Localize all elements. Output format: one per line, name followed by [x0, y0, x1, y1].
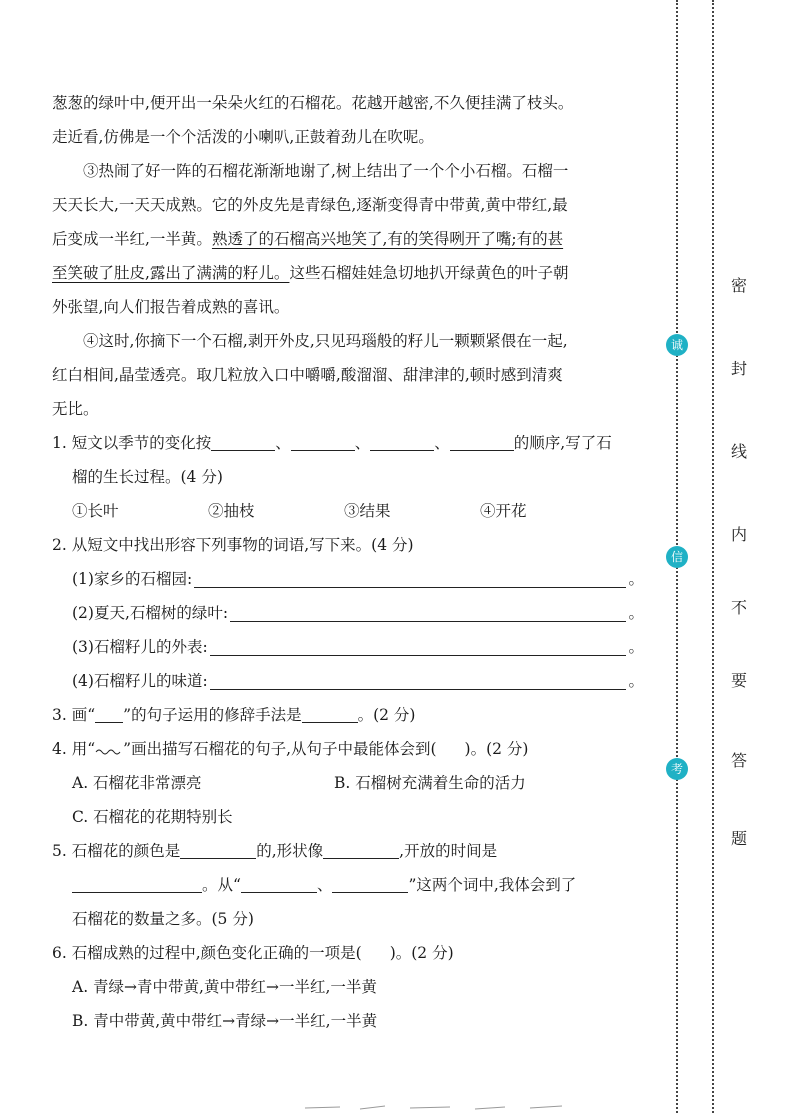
exam-content	[52, 86, 644, 1038]
passage-line: 红白相间,晶莹透亮。取几粒放入口中嚼嚼,酸溜溜、甜津津的,顿时感到清爽	[52, 366, 563, 384]
passage-line	[52, 222, 644, 256]
dotted-line	[712, 0, 714, 1113]
option-b: B. 青中带黄,黄中带红→青绿→一半红,一半黄	[72, 1012, 378, 1030]
item-label: (1)家乡的石榴园:	[72, 570, 193, 588]
separator: 、	[316, 876, 333, 894]
end-mark: 。	[628, 570, 644, 588]
seal-char: 封	[730, 359, 747, 378]
binding-margin	[660, 0, 800, 1113]
answer-blank[interactable]	[72, 878, 202, 893]
option: ①长叶	[72, 502, 119, 520]
passage-line: 外张望,向人们报告着成熟的喜讯。	[52, 298, 290, 316]
question-5	[52, 834, 644, 868]
question-text: ,开放的时间是	[399, 842, 498, 860]
answer-blank[interactable]	[180, 844, 256, 859]
passage-line: 走近看,仿佛是一个个活泼的小喇叭,正鼓着劲儿在吹呢。	[52, 128, 434, 146]
seal-char: 不	[730, 598, 747, 617]
q2-item	[52, 596, 644, 630]
answer-blank[interactable]	[323, 844, 399, 859]
separator: 、	[275, 434, 291, 452]
question-text: 的顺序,写了石	[513, 434, 612, 452]
passage-line: ④这时,你摘下一个石榴,剥开外皮,只见玛瑙般的籽儿一颗颗紧偎在一起,	[83, 332, 568, 350]
answer-blank[interactable]	[370, 436, 434, 451]
straight-underline-sample	[95, 708, 123, 723]
end-mark: 。	[628, 638, 644, 656]
q2-item	[52, 630, 644, 664]
option-a: A. 青绿→青中带黄,黄中带红→一半红,一半黄	[72, 978, 377, 996]
passage-line: 天天长大,一天天成熟。它的外皮先是青绿色,逐渐变得青中带黄,黄中带红,最	[52, 196, 568, 214]
question-4	[52, 732, 644, 766]
option-c: C. 石榴花的花期特别长	[72, 808, 233, 826]
question-1	[52, 426, 644, 460]
answer-blank[interactable]	[241, 878, 317, 893]
question-text: ”画出描写石榴花的句子,从句子中最能体会到(	[123, 740, 437, 758]
badge: 信	[666, 546, 688, 568]
question-text: 石榴花的数量之多。(5 分)	[72, 910, 254, 928]
question-text: )。(2 分)	[389, 944, 454, 962]
passage-line: 无比。	[52, 400, 99, 418]
question-text: ”的句子运用的修辞手法是	[123, 706, 302, 724]
answer-line[interactable]	[210, 635, 627, 656]
passage-line: 葱葱的绿叶中,便开出一朵朵火红的石榴花。花越开越密,不久便挂满了枝头。	[52, 94, 574, 112]
question-text: 5. 石榴花的颜色是	[52, 842, 181, 860]
answer-line[interactable]	[210, 669, 627, 690]
seal-char: 密	[730, 276, 747, 295]
question-5-line2	[52, 868, 644, 902]
answer-blank[interactable]	[332, 878, 408, 893]
question-text: 。(2 分)	[357, 706, 416, 724]
answer-blank[interactable]	[302, 708, 358, 723]
question-text: 4. 用“	[52, 740, 96, 758]
passage-line: ③热闹了好一阵的石榴花渐渐地谢了,树上结出了一个个小石榴。石榴一	[83, 162, 569, 180]
question-text: 的,形状像	[256, 842, 324, 860]
option: ②抽枝	[208, 502, 255, 520]
separator: 、	[434, 434, 450, 452]
seal-char: 答	[730, 751, 747, 770]
option: ③结果	[344, 502, 391, 520]
question-text: 6. 石榴成熟的过程中,颜色变化正确的一项是(	[52, 944, 362, 962]
question-text: )。(2 分)	[464, 740, 529, 758]
separator: 、	[354, 434, 371, 452]
seal-char: 要	[730, 671, 747, 690]
question-text: 。从“	[202, 876, 241, 894]
badge: 诚	[666, 334, 688, 356]
question-text: 榴的生长过程。(4 分)	[72, 468, 223, 486]
answer-blank[interactable]	[450, 436, 514, 451]
answer-blank[interactable]	[211, 436, 275, 451]
question-text: 1. 短文以季节的变化按	[52, 434, 212, 452]
end-mark: 。	[628, 672, 644, 690]
badge: 考	[666, 758, 688, 780]
item-label: (4)石榴籽儿的味道:	[72, 672, 208, 690]
q4-options	[52, 766, 644, 800]
item-label: (2)夏天,石榴树的绿叶:	[72, 604, 229, 622]
seal-char: 题	[730, 829, 747, 848]
end-mark: 。	[628, 604, 644, 622]
answer-blank[interactable]	[291, 436, 355, 451]
question-3	[52, 698, 644, 732]
underlined-sentence: 至笑破了肚皮,露出了满满的籽儿。	[52, 264, 290, 282]
passage-text: 后变成一半红,一半黄。	[52, 230, 212, 248]
question-2: 2. 从短文中找出形容下列事物的词语,写下来。(4 分)	[52, 536, 414, 554]
option-a: A. 石榴花非常漂亮	[72, 774, 202, 792]
answer-line[interactable]	[230, 601, 626, 622]
q1-options	[52, 494, 644, 528]
q2-item	[52, 562, 644, 596]
wavy-line-icon	[95, 746, 123, 756]
passage-line	[52, 256, 644, 290]
option-b: B. 石榴树充满着生命的活力	[334, 774, 526, 792]
seal-char: 线	[730, 442, 747, 461]
seal-char: 内	[730, 525, 747, 544]
option: ④开花	[480, 502, 527, 520]
question-text: ”这两个词中,我体会到了	[408, 876, 577, 894]
question-text: 3. 画“	[52, 706, 96, 724]
answer-line[interactable]	[194, 567, 626, 588]
underlined-sentence: 熟透了的石榴高兴地笑了,有的笑得咧开了嘴;有的甚	[211, 230, 564, 248]
bleed-through-marks	[300, 1100, 570, 1113]
item-label: (3)石榴籽儿的外表:	[72, 638, 208, 656]
q2-item	[52, 664, 644, 698]
passage-text: 这些石榴娃娃急切地扒开绿黄色的叶子朝	[289, 264, 569, 282]
question-6	[52, 936, 644, 970]
